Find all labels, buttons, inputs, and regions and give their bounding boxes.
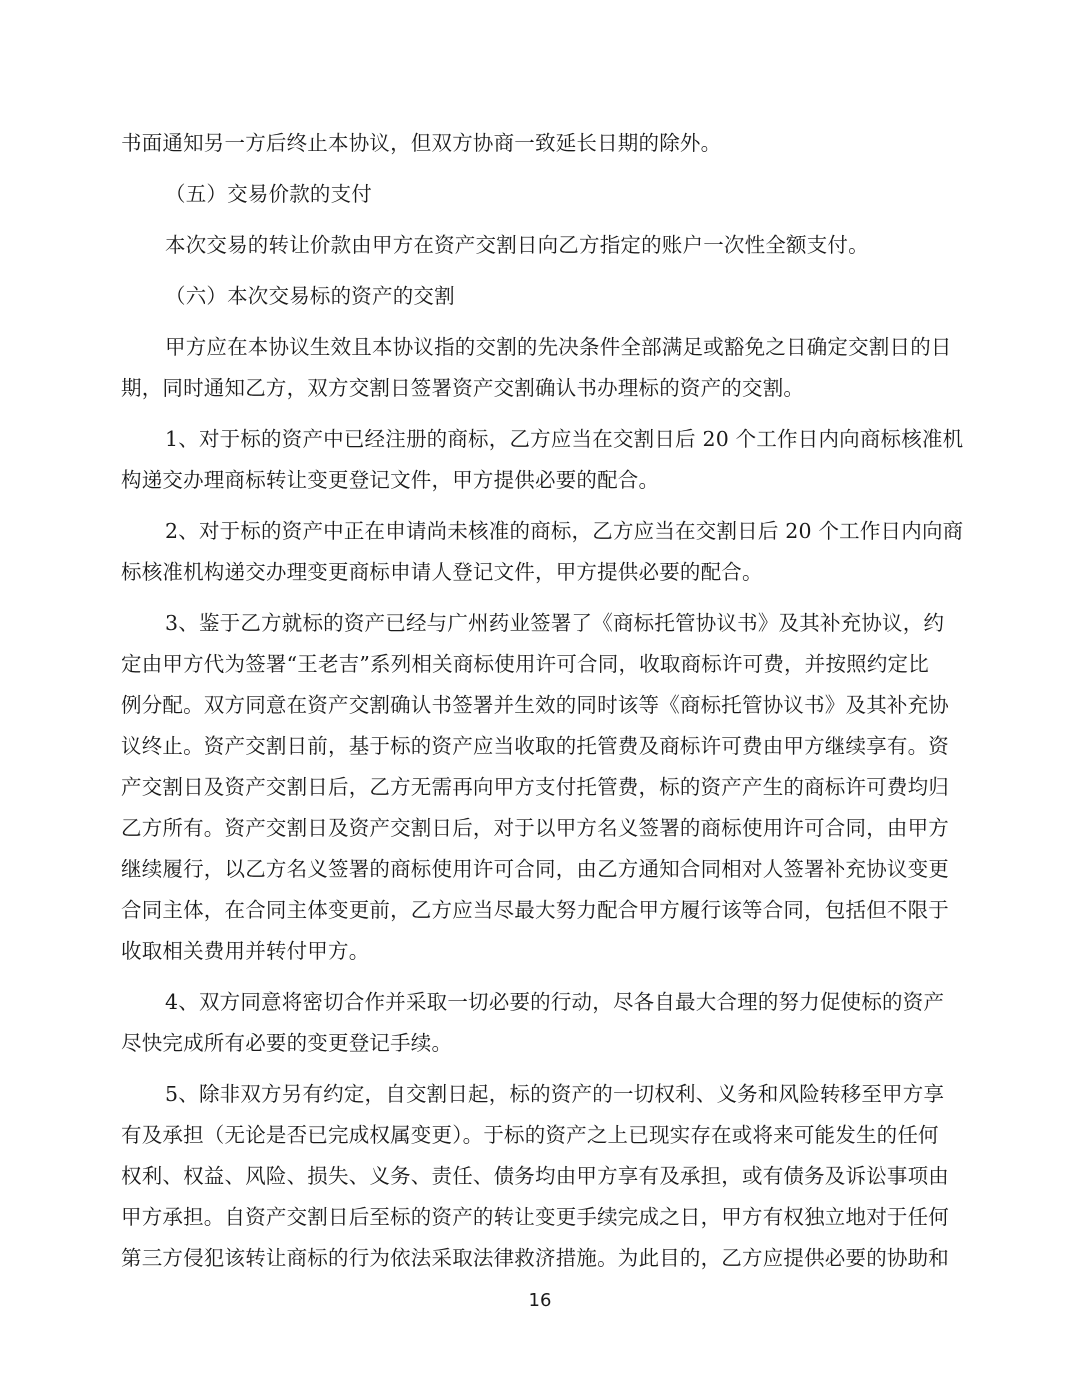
text-line: 期，同时通知乙方，双方交割日签署资产交割确认书办理标的资产的交割。 xyxy=(121,376,805,400)
document-body xyxy=(121,130,981,1272)
text-line: 本次交易的转让价款由甲方在资产交割日向乙方指定的账户一次性全额支付。 xyxy=(165,233,869,257)
text-line: 甲方承担。自资产交割日后至标的资产的转让变更手续完成之日，甲方有权独立地对于任何 xyxy=(121,1205,949,1229)
text-line: 构递交办理商标转让变更登记文件，甲方提供必要的配合。 xyxy=(121,468,660,492)
text-line: 标核准机构递交办理变更商标申请人登记文件，甲方提供必要的配合。 xyxy=(121,560,763,584)
clause-item-2: 2、对于标的资产中正在申请尚未核准的商标，乙方应当在交割日后 20 个工作日内向商 xyxy=(165,519,964,543)
text-line: 继续履行，以乙方名义签署的商标使用许可合同，由乙方通知合同相对人签署补充协议变更 xyxy=(121,857,949,881)
text-line: 有及承担（无论是否已完成权属变更）。于标的资产之上已现实存在或将来可能发生的任何 xyxy=(121,1123,939,1147)
clause-item-1: 1、对于标的资产中已经注册的商标，乙方应当在交割日后 20 个工作日内向商标核准机 xyxy=(165,427,964,451)
text-line: 尽快完成所有必要的变更登记手续。 xyxy=(121,1031,453,1055)
text-line: 权利、权益、风险、损失、义务、责任、债务均由甲方享有及承担，或有债务及诉讼事项由 xyxy=(121,1164,949,1188)
text-line: 收取相关费用并转付甲方。 xyxy=(121,939,370,963)
text-line: 议终止。资产交割日前，基于标的资产应当收取的托管费及商标许可费由甲方继续享有。资 xyxy=(121,734,949,758)
text-line: 产交割日及资产交割日后，乙方无需再向甲方支付托管费，标的资产产生的商标许可费均归 xyxy=(121,775,949,799)
text-line: 合同主体，在合同主体变更前，乙方应当尽最大努力配合甲方履行该等合同，包括但不限于 xyxy=(121,898,949,922)
text-line: 第三方侵犯该转让商标的行为依法采取法律救济措施。为此目的，乙方应提供必要的协助和 xyxy=(121,1246,949,1270)
section-heading-payment: （五）交易价款的支付 xyxy=(165,182,372,206)
text-line: 书面通知另一方后终止本协议，但双方协商一致延长日期的除外。 xyxy=(121,131,722,155)
text-line: 甲方应在本协议生效且本协议指的交割的先决条件全部满足或豁免之日确定交割日的日 xyxy=(165,335,952,359)
clause-item-4: 4、双方同意将密切合作并采取一切必要的行动，尽各自最大合理的努力促使标的资产 xyxy=(165,990,945,1014)
clause-item-3: 3、鉴于乙方就标的资产已经与广州药业签署了《商标托管协议书》及其补充协议，约 xyxy=(165,611,945,635)
clause-item-5: 5、除非双方另有约定，自交割日起，标的资产的一切权利、义务和风险转移至甲方享 xyxy=(165,1082,945,1106)
text-line: 例分配。双方同意在资产交割确认书签署并生效的同时该等《商标托管协议书》及其补充协 xyxy=(121,693,949,717)
text-line: 定由甲方代为签署“王老吉”系列相关商标使用许可合同，收取商标许可费，并按照约定比 xyxy=(121,652,929,676)
page-number: 16 xyxy=(528,1290,552,1311)
section-heading-delivery: （六）本次交易标的资产的交割 xyxy=(165,284,455,308)
text-line: 乙方所有。资产交割日及资产交割日后，对于以甲方名义签署的商标使用许可合同，由甲方 xyxy=(121,816,949,840)
